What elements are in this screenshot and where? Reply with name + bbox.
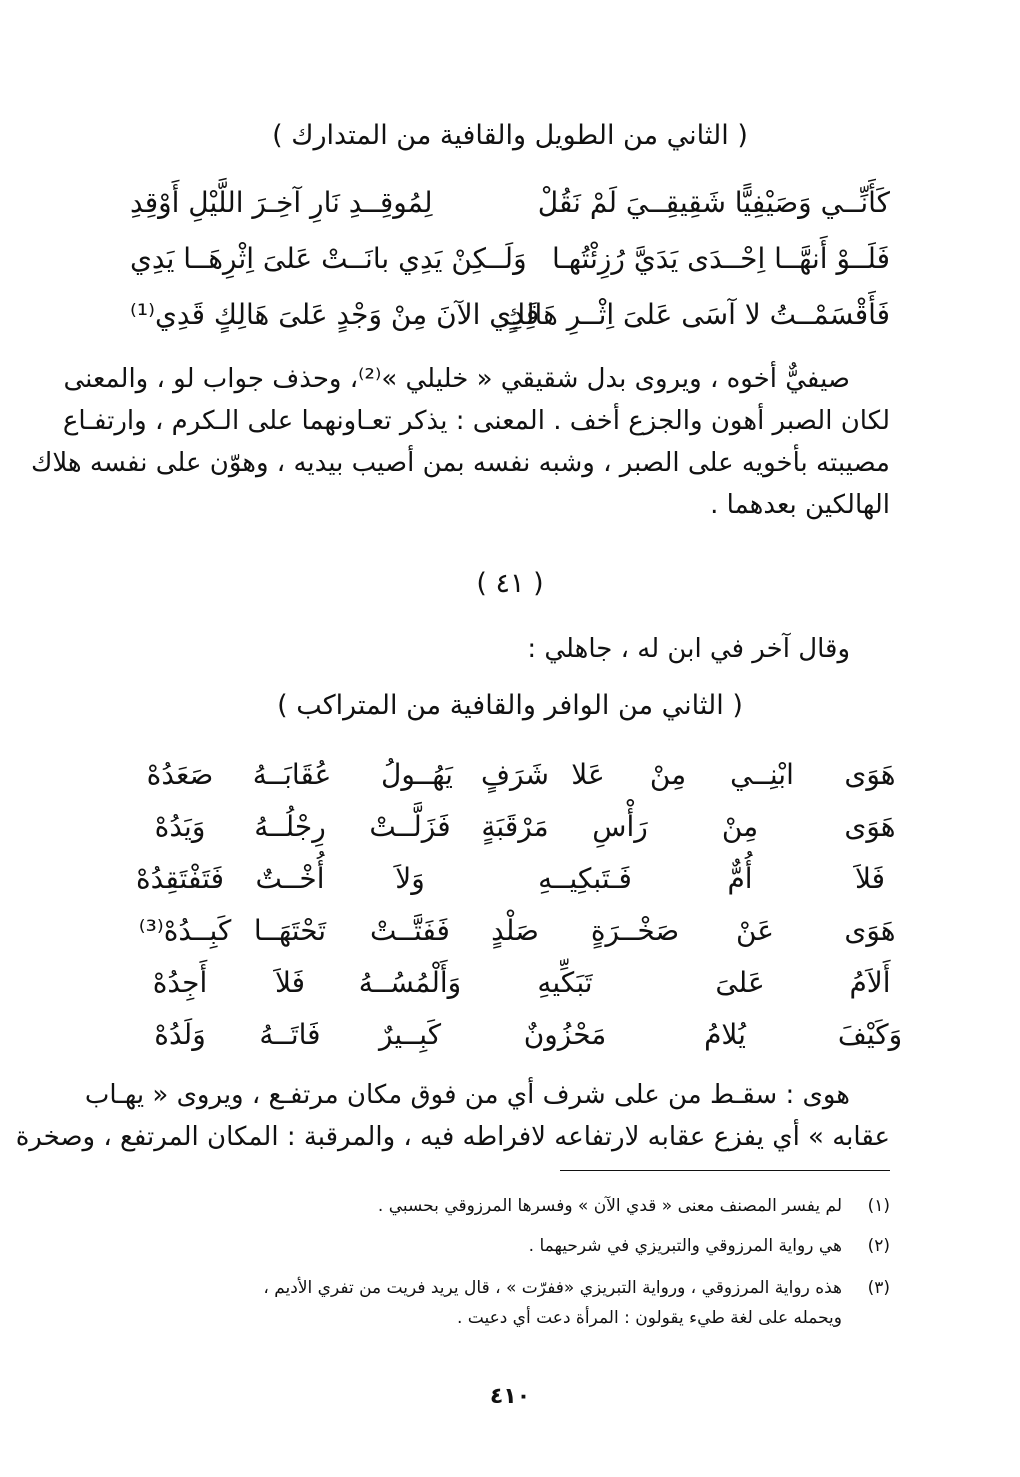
verse-word: مَحْزُونٌ xyxy=(523,1018,607,1051)
verse-line xyxy=(130,186,890,226)
poem-number: ( ٤١ ) xyxy=(476,568,544,599)
verse-word: أَلاَمُ xyxy=(849,966,891,999)
verse-line xyxy=(130,966,890,1018)
verse-word: وَلاَ xyxy=(395,862,425,895)
commentary-line: عقابه » أي يفزع عقابه لارتفاعه لافراطه فيه ، والمرقبة : المكان المرتفع ، وصخرة xyxy=(15,1122,890,1152)
commentary-line: الهالكين بعدهما . xyxy=(710,490,890,520)
verse-word: عَلا xyxy=(571,758,605,791)
verse-word: شَرَفٍ xyxy=(481,758,549,791)
meter-heading-1: ( الثاني من الطويل والقافية من المتدارك ) xyxy=(272,120,748,151)
verse-word: فَفَتَّــتْ xyxy=(370,914,450,947)
verse-word: فَـتَبكِيــهِ xyxy=(538,862,632,895)
commentary-paragraph-1 xyxy=(30,358,890,526)
verse-line xyxy=(130,298,890,338)
verse-word: هَوَى xyxy=(844,810,896,843)
commentary-paragraph-2 xyxy=(15,1074,890,1158)
verse-word: مِنْ xyxy=(721,810,759,843)
verse-word: مَرْقَبَةٍ xyxy=(481,810,549,843)
footnote-number: (١) xyxy=(867,1196,890,1216)
verse-word: فَتَفْتَقِدُهْ xyxy=(136,862,224,895)
footnote-text: هذه رواية المرزوقي ، ورواية التبريزي «ففرّت » ، قال يريد فريت من تفري الأديم ، xyxy=(263,1278,842,1298)
footnote-number: (٣) xyxy=(867,1278,890,1298)
verse-word: وَيَدُهْ xyxy=(154,810,206,843)
verse-second-hemistich: قَدِي الآنَ مِنْ وَجْدٍ عَلىَ هَالِكٍ قَدِي⁽¹⁾ xyxy=(130,298,540,331)
verse-word: هَوَى xyxy=(844,914,896,947)
footnote-text: لم يفسر المصنف معنى « قدي الآن » وفسرها المرزوقي بحسبي . xyxy=(377,1196,842,1216)
poem-intro xyxy=(130,628,890,670)
footnote-number: (٢) xyxy=(867,1236,890,1256)
verse-word: يَهُــولُ xyxy=(381,758,453,791)
commentary-line: لكان الصبر أهون والجزع أخف . المعنى : يذكر تعـاونهما على الـكرم ، وارتفـاع xyxy=(62,406,890,436)
verse-first-hemistich: فَلَــوْ أَنهَّــا اِحْــدَى يَدَيَّ رُزِئْتُهـا xyxy=(552,242,890,275)
verse-second-hemistich: لِمُوقِــدِ نَارِ آخِـرَ اللَّيْلِ أَوْقِدِ xyxy=(130,186,433,219)
verse-word: رِجْلُــهُ xyxy=(254,810,326,843)
meter-heading-2: ( الثاني من الوافر والقافية من المتراكب ) xyxy=(277,690,743,721)
verse-line xyxy=(130,914,896,966)
verse-word: عَلىَ xyxy=(715,966,765,999)
verse-grid xyxy=(130,758,903,1070)
verse-word: صَعَدُهْ xyxy=(146,758,214,791)
footnote-continuation: ويحمله على لغة طيء يقولون : المرأة دعت أي دعيت . xyxy=(456,1308,842,1328)
verse-word: كَبِــيرٌ xyxy=(378,1018,442,1051)
verse-word: وَلَدُهْ xyxy=(154,1018,206,1051)
verse-word: وَأَلْمُسُــهُ xyxy=(358,966,462,999)
verse-line xyxy=(130,758,896,810)
verse-word: فَلاَ xyxy=(854,862,886,895)
verse-word: صَخْــرَةٍ xyxy=(590,914,680,947)
verse-line xyxy=(130,810,896,862)
verse-word: تَبَكِّيهِ xyxy=(537,966,593,999)
verse-word: ابْنِــي xyxy=(730,758,794,791)
verse-word: عُقَابَــهُ xyxy=(252,758,332,791)
verse-word: فَزَلَّــتْ xyxy=(369,810,451,843)
verse-word: أَجِدُهْ xyxy=(152,966,208,999)
verse-line xyxy=(130,242,890,282)
verse-first-hemistich: كَأَنِّــي وَصَيْفِيًّا شَقِيقِــيَ لَمْ نَقُلْ xyxy=(537,186,890,219)
verse-word: هَوَى xyxy=(844,758,896,791)
footnote-text: هي رواية المرزوقي والتبريزي في شرحيهما . xyxy=(528,1236,842,1256)
verse-word: صَلْدٍ xyxy=(491,914,539,947)
verse-word: فَلاَ xyxy=(274,966,306,999)
verse-word: رَأْسِ xyxy=(592,810,648,843)
page-number: ٤١٠ xyxy=(489,1384,531,1409)
verse-word: تَحْتَهَــا xyxy=(253,914,327,947)
verse-second-hemistich: وَلَــكِنْ يَدِي بانَــتْ عَلىَ اِثْرِهَــا يَدِي xyxy=(130,242,527,275)
verse-word: مِنْ xyxy=(649,758,687,791)
verse-word: أُمٌّ xyxy=(727,862,753,895)
commentary-line: هوى : سقـط من على شرف أي من فوق مكان مرتفـع ، ويروى « يهـاب xyxy=(84,1080,850,1110)
verse-word: يُلامُ xyxy=(704,1018,746,1051)
verse-first-hemistich: فَأَقْسَمْــتُ لا آسَى عَلىَ اِثْــرِ هَالِكٍ xyxy=(502,298,890,331)
verse-word: فَاتَــهُ xyxy=(259,1018,321,1051)
verse-word: كَبِــدُهْ⁽³⁾ xyxy=(138,914,232,947)
verse-line xyxy=(130,862,890,914)
verse-word: أُخْــتٌ xyxy=(255,862,325,895)
verse-word: وَكَيْفَ xyxy=(837,1018,903,1051)
verse-line xyxy=(130,1018,903,1070)
verse-word: عَنْ xyxy=(735,914,775,947)
commentary-line: صيفيٌّ أخوه ، ويروى بدل شقيقي « خليلي »⁽²⁾، وحذف جواب لو ، والمعنى xyxy=(63,364,850,394)
intro-line: وقال آخر في ابن له ، جاهلي : xyxy=(527,634,850,664)
commentary-line: مصيبته بأخويه على الصبر ، وشبه نفسه بمن أصيب بيديه ، وهوّن على نفسه هلاك xyxy=(30,448,890,478)
footnote-divider xyxy=(560,1170,890,1171)
